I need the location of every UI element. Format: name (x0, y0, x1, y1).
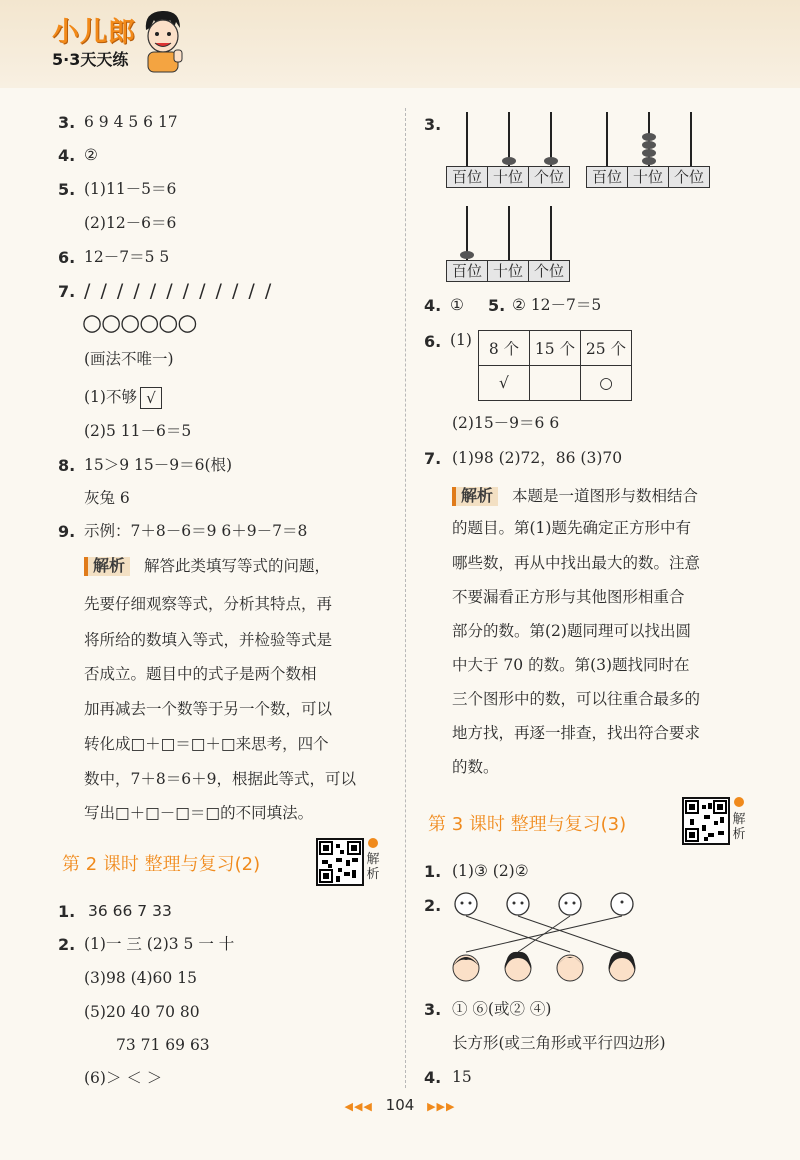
analysis-line: 先要仔细观察等式，分析其特点，再 (84, 595, 333, 613)
question-number: 1. (58, 902, 76, 921)
table-cell: ○ (581, 366, 632, 401)
answer-text: (1)一 三 (2)3 5 一 十 (84, 935, 235, 953)
analysis-tag: 解析 (84, 557, 130, 576)
child-face-icon (557, 955, 583, 981)
answer-note: (画法不唯一) (84, 350, 174, 368)
analysis-line: 加再减去一个数等于另一个数，可以 (84, 700, 333, 718)
answer-part: (1)不够 (84, 388, 137, 406)
question-number: 1. (424, 862, 442, 881)
answer-part: (1) (450, 331, 472, 349)
abacus-diagram (446, 110, 572, 190)
play-dot-icon (368, 838, 378, 848)
table-header: 15 个 (530, 331, 581, 366)
analysis-line: 写出□＋□－□＝□的不同填法。 (84, 804, 314, 822)
answer-text: ② (84, 146, 98, 164)
answer-text: 15＞9 15－9＝6(根) (84, 456, 233, 474)
answer-text: ① ⑥(或② ④) (452, 1000, 552, 1018)
abacus-label: 十位 (488, 261, 529, 281)
analysis-line: 的题目。第(1)题先确定正方形中有 (452, 519, 691, 537)
analysis-line: 哪些数，再从中找出最大的数。注意 (452, 554, 701, 572)
question-number: 5. (488, 296, 506, 315)
abacus-diagram (586, 110, 712, 190)
analysis-text: 本题是一道图形与数相结合 (512, 487, 699, 505)
qr-code-icon[interactable] (682, 797, 730, 845)
answer-text: 长方形(或三角形或平行四边形) (452, 1034, 666, 1052)
answer-text: (1)11－5＝6 (84, 180, 177, 198)
answer-text: 15 (452, 1068, 472, 1086)
check-box: √ (140, 387, 162, 409)
answer-table (478, 330, 632, 401)
abacus-rods (446, 204, 572, 260)
question-number: 6. (424, 332, 442, 351)
answer-text: 73 71 69 63 (116, 1036, 210, 1054)
abacus-label: 百位 (447, 261, 488, 281)
abacus-label: 个位 (533, 262, 564, 280)
slash-drawing: / / / / / / / / / / / / (84, 280, 274, 302)
section-title: 第 2 课时 整理与复习(2) (62, 854, 261, 875)
abacus-rods (586, 110, 712, 166)
section-title: 第 3 课时 整理与复习(3) (428, 814, 627, 835)
answer-text: 6 9 4 5 6 17 (84, 113, 178, 131)
question-number: 6. (58, 248, 76, 267)
matching-diagram (448, 890, 648, 990)
table-header: 8 个 (479, 331, 530, 366)
answer-text: 示例：7＋8－6＝9 6＋9－7＝8 (84, 522, 308, 540)
answer-text: (5)20 40 70 80 (84, 1003, 200, 1021)
question-number: 3. (424, 115, 442, 134)
answer-text: (1)③ (2)② (452, 862, 529, 880)
table-header: 25 个 (581, 331, 632, 366)
abacus-label: 十位 (488, 167, 529, 187)
answer-text: 灰兔 6 (84, 489, 130, 507)
question-number: 5. (58, 180, 76, 199)
table-cell: √ (479, 366, 530, 401)
column-divider (405, 108, 406, 1088)
answer-text (84, 387, 162, 409)
logo-subtitle: 5·3天天练 (52, 50, 129, 69)
analysis-line: 转化成□＋□＝□＋□来思考，四个 (84, 735, 329, 753)
brand-logo (52, 10, 136, 70)
question-number: 2. (424, 896, 442, 915)
analysis-text: 解答此类填写等式的问题， (144, 557, 331, 575)
analysis-line: 数中，7＋8＝6＋9，根据此等式，可以 (84, 770, 356, 788)
analysis-line: 三个图形中的数，可以往重合最多的 (452, 690, 701, 708)
answer-text: (6)＞ ＜ ＞ (84, 1069, 163, 1087)
analysis-line: 不要漏看正方形与其他图形相重合 (452, 588, 685, 606)
question-number: 7. (424, 449, 442, 468)
answer-text: 12－7＝5 5 (84, 248, 170, 266)
abacus-diagram (446, 204, 572, 284)
abacus-label: 百位 (447, 167, 488, 187)
qr-code-icon[interactable] (316, 838, 364, 886)
child-face-icon (609, 952, 635, 981)
analysis-line: 中大于 70 的数。第(3)题找同时在 (452, 656, 690, 674)
child-face-icon (505, 952, 531, 981)
question-number: 3. (58, 113, 76, 132)
analysis-line: 将所给的数填入等式，并检验等式是 (84, 631, 333, 649)
question-number: 4. (58, 146, 76, 165)
question-number: 9. (58, 522, 76, 541)
answer-text: (2)15－9＝6 6 (452, 414, 560, 432)
abacus-rods (446, 110, 572, 166)
left-arrows-icon: ◀◀◀ (344, 1100, 373, 1113)
abacus-label: 十位 (628, 167, 669, 187)
play-dot-icon (734, 797, 744, 807)
question-number: 4. (424, 1068, 442, 1087)
question-number: 2. (58, 935, 76, 954)
analysis-line: 地方找，再逐一排查，找出符合要求 (452, 724, 701, 742)
answer-text: 36 66 7 33 (88, 902, 172, 920)
analysis-line: 否成立。题目中的式子是两个数相 (84, 665, 317, 683)
logo-title: 小儿郎 (52, 17, 136, 48)
qr-label: 解析 (366, 852, 380, 882)
right-arrows-icon: ▶▶▶ (427, 1100, 456, 1113)
abacus-label: 百位 (587, 167, 628, 187)
circle-drawing: ○○○○○○ (82, 310, 197, 336)
answer-text: (3)98 (4)60 15 (84, 969, 197, 987)
question-number: 8. (58, 456, 76, 475)
analysis-tag: 解析 (452, 487, 498, 506)
question-number: 7. (58, 282, 76, 301)
analysis-line (452, 487, 698, 506)
analysis-line: 部分的数。第(2)题同理可以找出圆 (452, 622, 691, 640)
analysis-line: 的数。 (452, 758, 499, 776)
answer-text: (2)12－6＝6 (84, 214, 177, 232)
abacus-label: 个位 (533, 168, 564, 186)
answer-text: ② 12－7＝5 (512, 296, 602, 314)
mascot-icon (140, 8, 186, 74)
abacus-label: 个位 (673, 168, 704, 186)
analysis-line (84, 557, 330, 576)
answer-text: ① (450, 296, 464, 314)
page-number: 104 (385, 1096, 415, 1114)
page-footer (0, 1096, 800, 1114)
question-number: 4. (424, 296, 442, 315)
answer-text: (1)98 (2)72，86 (3)70 (452, 449, 623, 467)
answer-text: (2)5 11－6＝5 (84, 422, 192, 440)
child-face-icon (453, 955, 479, 981)
table-cell (530, 366, 581, 401)
qr-label: 解析 (732, 812, 746, 842)
question-number: 3. (424, 1000, 442, 1019)
